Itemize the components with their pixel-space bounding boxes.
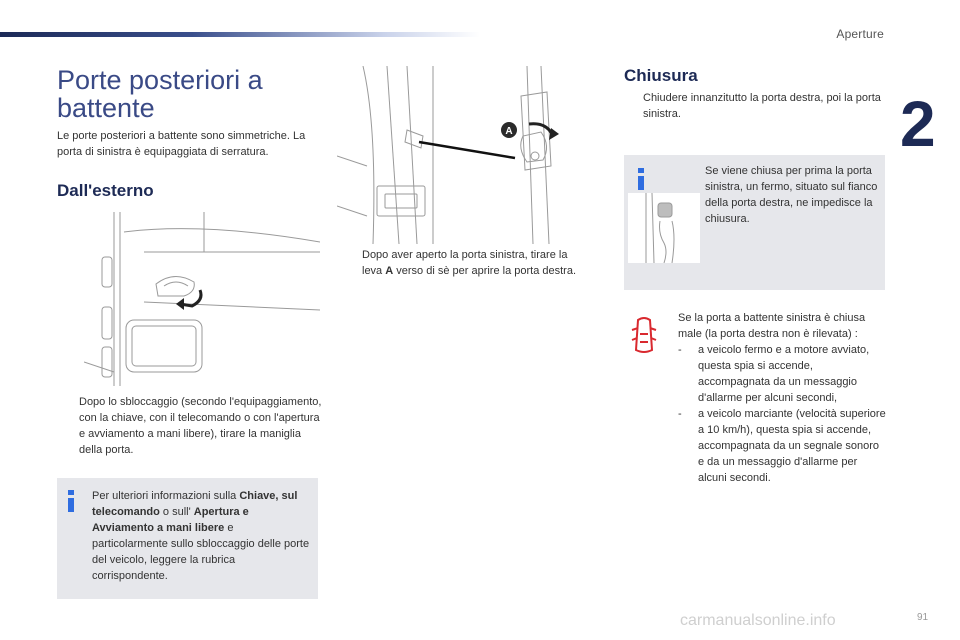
- warning-intro: Se la porta a battente sinistra è chiusa male (la porta destra non è rilevata) :: [678, 312, 866, 340]
- step-lever-text: Dopo aver aperto la porta sinistra, tirare la leva A verso di sè per aprire la porta destra.: [362, 249, 577, 277]
- door-lever-illustration: [337, 66, 571, 244]
- door-stop-thumbnail: [628, 193, 700, 263]
- warning-item: - a veicolo marciante (velocità superiore a 10 km/h), questa spia si accende, accompagnata da un segnale sonoro e da un messaggio d'allarme per alcuni secondi.: [678, 408, 886, 484]
- rear-door-illustration: [84, 212, 320, 386]
- chapter-number: 2: [900, 88, 936, 160]
- pull-arrow-icon: [176, 290, 201, 310]
- intro-text: Le porte posteriori a battente sono simmetriche. La porta di sinistra è equipaggiata di serratura.: [57, 130, 306, 158]
- warning-text: [678, 310, 886, 486]
- info-box-closing: [624, 155, 885, 290]
- door-open-warning-icon: [630, 316, 658, 356]
- watermark: carmanualsonline.info: [680, 612, 836, 629]
- info-closing-text: Se viene chiusa per prima la porta sinistra, un fermo, situato sul fianco della porta destra, ne impedisce la chiusura.: [705, 165, 878, 225]
- header-gradient-bar: [0, 32, 480, 37]
- warning-list: [678, 342, 886, 486]
- page-title: Porte posteriori a battente: [57, 65, 263, 123]
- warning-item: - a veicolo fermo e a motore avviato, questa spia si accende, accompagnata da un messaggio d'allarme per alcuni secondi,: [678, 344, 870, 404]
- callout-a: [501, 122, 517, 138]
- info-icon: [637, 168, 643, 190]
- step-close-doors: [624, 90, 886, 122]
- heading-dall-esterno: Dall'esterno: [57, 181, 154, 200]
- page-number: 91: [917, 612, 929, 623]
- step-unlock-text: Dopo lo sbloccaggio (secondo l'equipaggiamento, con la chiave, con il telecomando o con l'apertura e avviamento a mani libere), tirare la maniglia della porta.: [79, 396, 322, 456]
- step-unlock-and-pull: [60, 394, 322, 458]
- info-box-keys: [57, 478, 318, 599]
- callout-a-label: A: [505, 126, 513, 137]
- step-close-text: Chiudere innanzitutto la porta destra, poi la porta sinistra.: [643, 92, 881, 120]
- step-pull-lever: [343, 247, 588, 279]
- info-keys-text: Per ulteriori informazioni sulla Chiave, sul telecomando o sull' Apertura e Avviamento a mani libere e particolarmente sullo sbloccaggio delle porte del veicolo, leggere la rubrica corrispondente.: [92, 490, 310, 582]
- lever-label: A: [385, 265, 394, 277]
- section-title: Aperture: [836, 27, 884, 41]
- info-icon: [67, 490, 73, 512]
- heading-chiusura: Chiusura: [624, 66, 698, 85]
